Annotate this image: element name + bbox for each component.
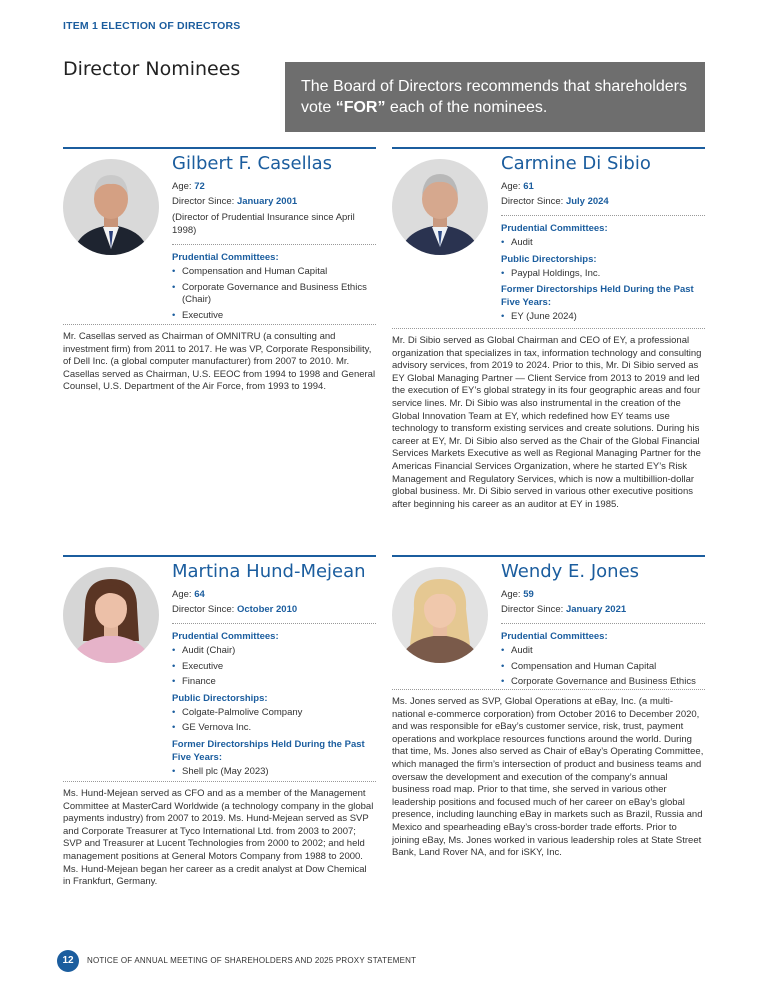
former-directorship-item: • EY (June 2024) (501, 311, 705, 324)
nominee-info (172, 561, 376, 781)
dotted-divider (501, 623, 705, 624)
public-directorship-item: • Paypal Holdings, Inc. (501, 268, 705, 281)
nominee-info (501, 153, 705, 327)
committees-heading: Prudential Committees: (172, 252, 279, 263)
footer-title: NOTICE OF ANNUAL MEETING OF SHAREHOLDERS AND 2025 PROXY STATEMENT (87, 956, 417, 965)
nominee-photo-disibio (392, 159, 488, 255)
nominee-bio: Ms. Hund-Mejean served as CFO and as a member of the Management Committee at MasterCard Worldwide (a technology company in the global payments industry) from 2007 to 2019. Ms. Hund-Mejean served as SVP and Corporate Treasurer at Tyco International Ltd. from 2003 to 2007; SVP and Treasurer at Lucent Technologies from 2000 to 2002; and held management positions at General Motors Company from 1988 to 2000. Ms. Hund-Mejean began her career as a credit analyst at Dow Chemical in Frankfurt, Germany. (63, 788, 374, 888)
nominee-name: Martina Hund-Mejean (172, 561, 366, 582)
committee-item: • Corporate Governance and Business Ethics (Chair) (172, 282, 376, 307)
committee-item: • Executive (172, 310, 376, 323)
nominee-name: Gilbert F. Casellas (172, 153, 332, 174)
dotted-divider (172, 623, 376, 624)
bio-divider (63, 324, 376, 325)
nominee-note: (Director of Prudential Insurance since April 1998) (172, 212, 355, 236)
board-recommendation-callout (285, 62, 705, 132)
nominee-bio: Ms. Jones served as SVP, Global Operations at eBay, Inc. (a multi-national e-commerce corporation) from October 2016 to December 2020, and was responsible for eBay’s customer service, risk, trust, payment operations and workplace resources functions around the world. During that time, Ms. Jones also served as Chair of eBay’s Operating Committee, which managed the firm’s intersection of product and business teams and oversaw the development and execution of the company’s annual business road map. Prior to that time, she served in various other leadership positions and focused much of her career on eBay’s global presence, including launching eBay in markets such as Brazil, Russia and Mexico and spearheading eBay’s cross-border trade efforts. Prior to joining eBay, Ms. Jones worked in various leadership roles at State Street Bank, Land Rover NA, and for iSKY, Inc. (392, 696, 704, 859)
callout-emphasis: “FOR” (335, 99, 386, 116)
nominee-director-since: Director Since: July 2024 (501, 196, 609, 207)
committees-heading: Prudential Committees: (172, 631, 279, 642)
card-divider (63, 147, 376, 149)
dotted-divider (172, 244, 376, 245)
former-directorship-item: • Shell plc (May 2023) (172, 766, 376, 779)
card-divider (63, 555, 376, 557)
committee-item: • Finance (172, 676, 376, 689)
committee-item: • Audit (501, 645, 705, 658)
nominee-photo-casellas (63, 159, 159, 255)
page-title: Director Nominees (63, 58, 241, 80)
committee-item: • Corporate Governance and Business Ethics (501, 676, 705, 689)
bio-divider (63, 781, 376, 782)
nominee-age: Age: 59 (501, 589, 534, 600)
committees-heading: Prudential Committees: (501, 631, 608, 642)
nominee-info (501, 561, 705, 692)
nominee-director-since: Director Since: January 2021 (501, 604, 627, 615)
committee-item: • Audit (Chair) (172, 645, 376, 658)
former-directorships-heading: Former Directorships Held During the Past Five Years: (172, 738, 365, 763)
public-directorship-item: • GE Vernova Inc. (172, 722, 376, 735)
callout-text-start: The Board of Directors recommends that shareholders vote (301, 78, 687, 116)
nominee-age: Age: 64 (172, 589, 205, 600)
committee-item: • Audit (501, 237, 705, 250)
bio-divider (392, 328, 705, 329)
bio-divider (392, 689, 705, 690)
former-directorships-heading: Former Directorships Held During the Past Five Years: (501, 284, 694, 308)
committee-item: • Compensation and Human Capital (172, 266, 376, 279)
nominee-director-since: Director Since: January 2001 (172, 196, 298, 207)
committee-item: • Compensation and Human Capital (501, 661, 705, 674)
card-divider (392, 555, 705, 557)
page-number-badge: 12 (57, 950, 79, 972)
nominee-age: Age: 61 (501, 181, 534, 192)
nominee-age: Age: 72 (172, 181, 205, 192)
nominee-name: Carmine Di Sibio (501, 153, 651, 174)
nominee-info (172, 153, 376, 325)
public-directorships-heading: Public Directorships: (172, 692, 268, 704)
committee-item: • Executive (172, 661, 376, 674)
nominee-bio: Mr. Di Sibio served as Global Chairman and CEO of EY, a professional organization that specializes in tax, information technology and consulting advisory services, from 2019 to 2024. Prior to this, Mr. Di Sibio served as EY Global Managing Partner — Client Service from 2013 to 2019 and led the execution of EY’s global strategy in its four geographic areas and four service lines. Mr. Di Sibio was also instrumental in the creation of the Global Innovation Team at EY, which redefined how EY teams use technology to transform existing services and create solutions. During his career at EY, Mr. Di Sibio also served as the Chair of the Global Financial Services Markets Executive as well as Regional Managing Partner for the Americas Financial Services Organization, where he started EY’s Risk Management and Regulatory Services, which is now a multibillion-dollar global business. Mr. Di Sibio served in various other executive positions after beginning his career as an auditor at EY in 1985. (392, 335, 702, 510)
section-kicker: ITEM 1 ELECTION OF DIRECTORS (63, 20, 241, 32)
public-directorships-heading: Public Directorships: (501, 253, 597, 265)
nominee-photo-jones (392, 567, 488, 663)
nominee-director-since: Director Since: October 2010 (172, 604, 298, 615)
nominee-photo-hund-mejean (63, 567, 159, 663)
public-directorship-item: • Colgate-Palmolive Company (172, 707, 376, 720)
card-divider (392, 147, 705, 149)
nominee-bio: Mr. Casellas served as Chairman of OMNITRU (a consulting and investment firm) from 2011 to 2017. He was VP, Corporate Responsibility, of Dell Inc. (a global computer manufacturer) from 2007 to 2010. Mr. Casellas served as Chairman, U.S. EEOC from 1994 to 1998 and General Counsel, U.S. Department of the Air Force, from 1993 to 1994. (63, 331, 376, 393)
dotted-divider (501, 215, 705, 216)
committees-heading: Prudential Committees: (501, 223, 608, 234)
callout-text-end: each of the nominees. (385, 99, 548, 116)
nominee-name: Wendy E. Jones (501, 561, 640, 582)
